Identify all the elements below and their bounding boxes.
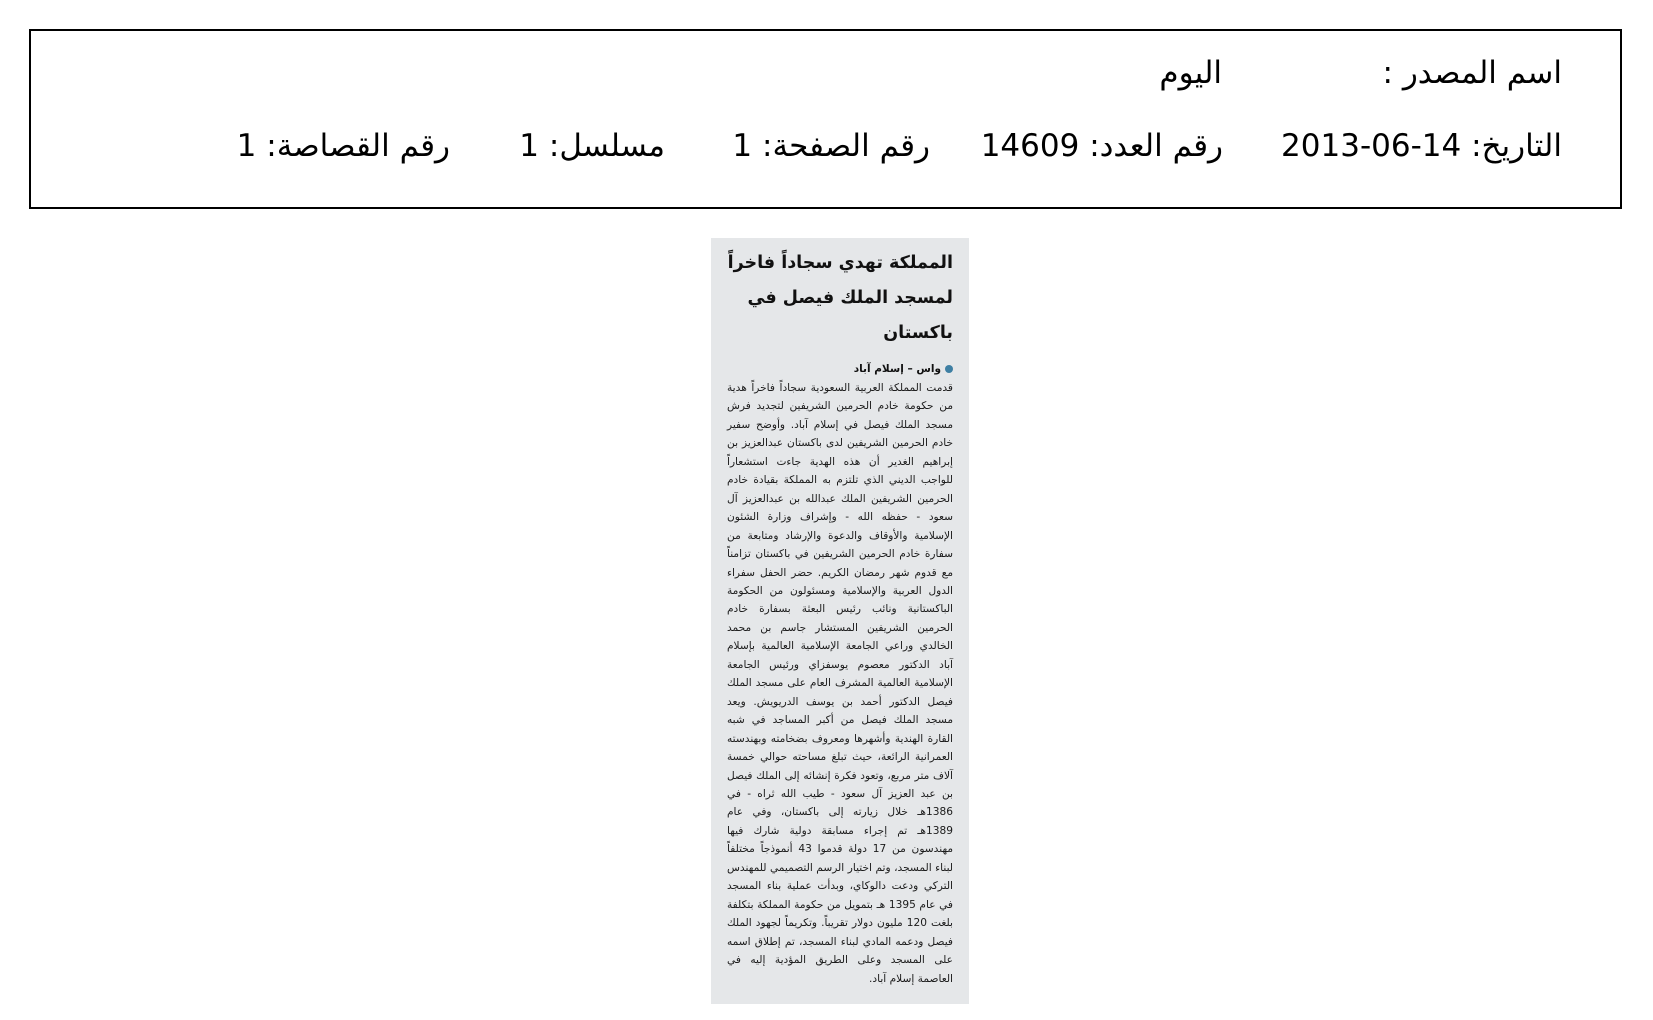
issue-value: 14609 bbox=[980, 128, 1080, 164]
metadata-header-box bbox=[29, 29, 1622, 209]
serial-value: 1 bbox=[519, 128, 540, 164]
clip-value: 1 bbox=[236, 128, 257, 164]
source-label: اسم المصدر : bbox=[1382, 55, 1562, 91]
page-value: 1 bbox=[732, 128, 753, 164]
dateline-text: واس – إسلام آباد bbox=[853, 363, 941, 375]
page-number-field bbox=[732, 126, 930, 166]
date-label: التاريخ: bbox=[1471, 128, 1562, 164]
bullet-icon bbox=[945, 365, 953, 373]
article-dateline bbox=[727, 361, 953, 378]
source-value: اليوم bbox=[1159, 55, 1222, 91]
page-label: رقم الصفحة: bbox=[762, 128, 930, 164]
date-field bbox=[1281, 126, 1562, 166]
clipping-number-field bbox=[237, 126, 450, 166]
headline-line-1: المملكة تهدي سجاداً فاخراً bbox=[727, 253, 953, 273]
clip-label: رقم القصاصة: bbox=[266, 128, 450, 164]
issue-number-field bbox=[981, 126, 1223, 166]
headline-line-2: لمسجد الملك فيصل في باكستان bbox=[747, 288, 953, 343]
article-body: قدمت المملكة العربية السعودية سجاداً فاخراً هدية من حكومة خادم الحرمين الشريفين لتجديد فرش مسجد الملك فيصل في إسلام آباد. وأوضح سفير خادم الحرمين الشريفين لدى باكستان عبدالعزيز بن إبراهيم الغدير أن هذه الهدية جاءت استشعاراً للواجب الديني الذي تلتزم به المملكة بقيادة خادم الحرمين الشريفين الملك عبدالله بن عبدالعزيز آل سعود - حفظه الله - وإشراف وزارة الشئون الإسلامية والأوقاف والدعوة والإرشاد ومتابعة من سفارة خادم الحرمين الشريفين في باكستان تزامناً مع قدوم شهر رمضان الكريم. حضر الحفل سفراء الدول العربية والإسلامية ومسئولون من الحكومة الباكستانية ونائب رئيس البعثة بسفارة خادم الحرمين الشريفين المستشار جاسم بن محمد الخالدي وراعي الجامعة الإسلامية العالمية بإسلام آباد الدكتور معصوم يوسفزاي ورئيس الجامعة الإسلامية العالمية المشرف العام على مسجد الملك فيصل الدكتور أحمد بن يوسف الدريويش. ويعد مسجد الملك فيصل من أكبر المساجد في شبه القارة الهندية وأشهرها ومعروف بضخامته وبهندسته العمرانية الرائعة، حيث تبلغ مساحته حوالي خمسة آلاف متر مربع، وتعود فكرة إنشائه إلى الملك فيصل بن عبد العزيز آل سعود - طيب الله ثراه - في 1386هـ خلال زيارته إلى باكستان، وفي عام 1389هـ تم إجراء مسابقة دولية شارك فيها مهندسون من 17 دولة قدموا 43 أنموذجاً مختلفاً لبناء المسجد، وتم اختيار الرسم التصميمي للمهندس التركي ودعت دالوكاي، وبدأت عملية بناء المسجد في عام 1395 هـ بتمويل من حكومة المملكة بتكلفة بلغت 120 مليون دولار تقريباً. وتكريماً لجهود الملك فيصل ودعمه المادي لبناء المسجد، تم إطلاق اسمه على المسجد وعلى الطريق المؤدية إليه في العاصمة إسلام آباد. bbox=[727, 382, 954, 985]
newspaper-clipping bbox=[711, 238, 969, 1004]
article-headline bbox=[727, 246, 953, 351]
serial-label: مسلسل: bbox=[548, 128, 665, 164]
serial-field bbox=[519, 126, 665, 166]
issue-label: رقم العدد: bbox=[1089, 128, 1223, 164]
date-value: 2013-06-14 bbox=[1281, 128, 1462, 164]
